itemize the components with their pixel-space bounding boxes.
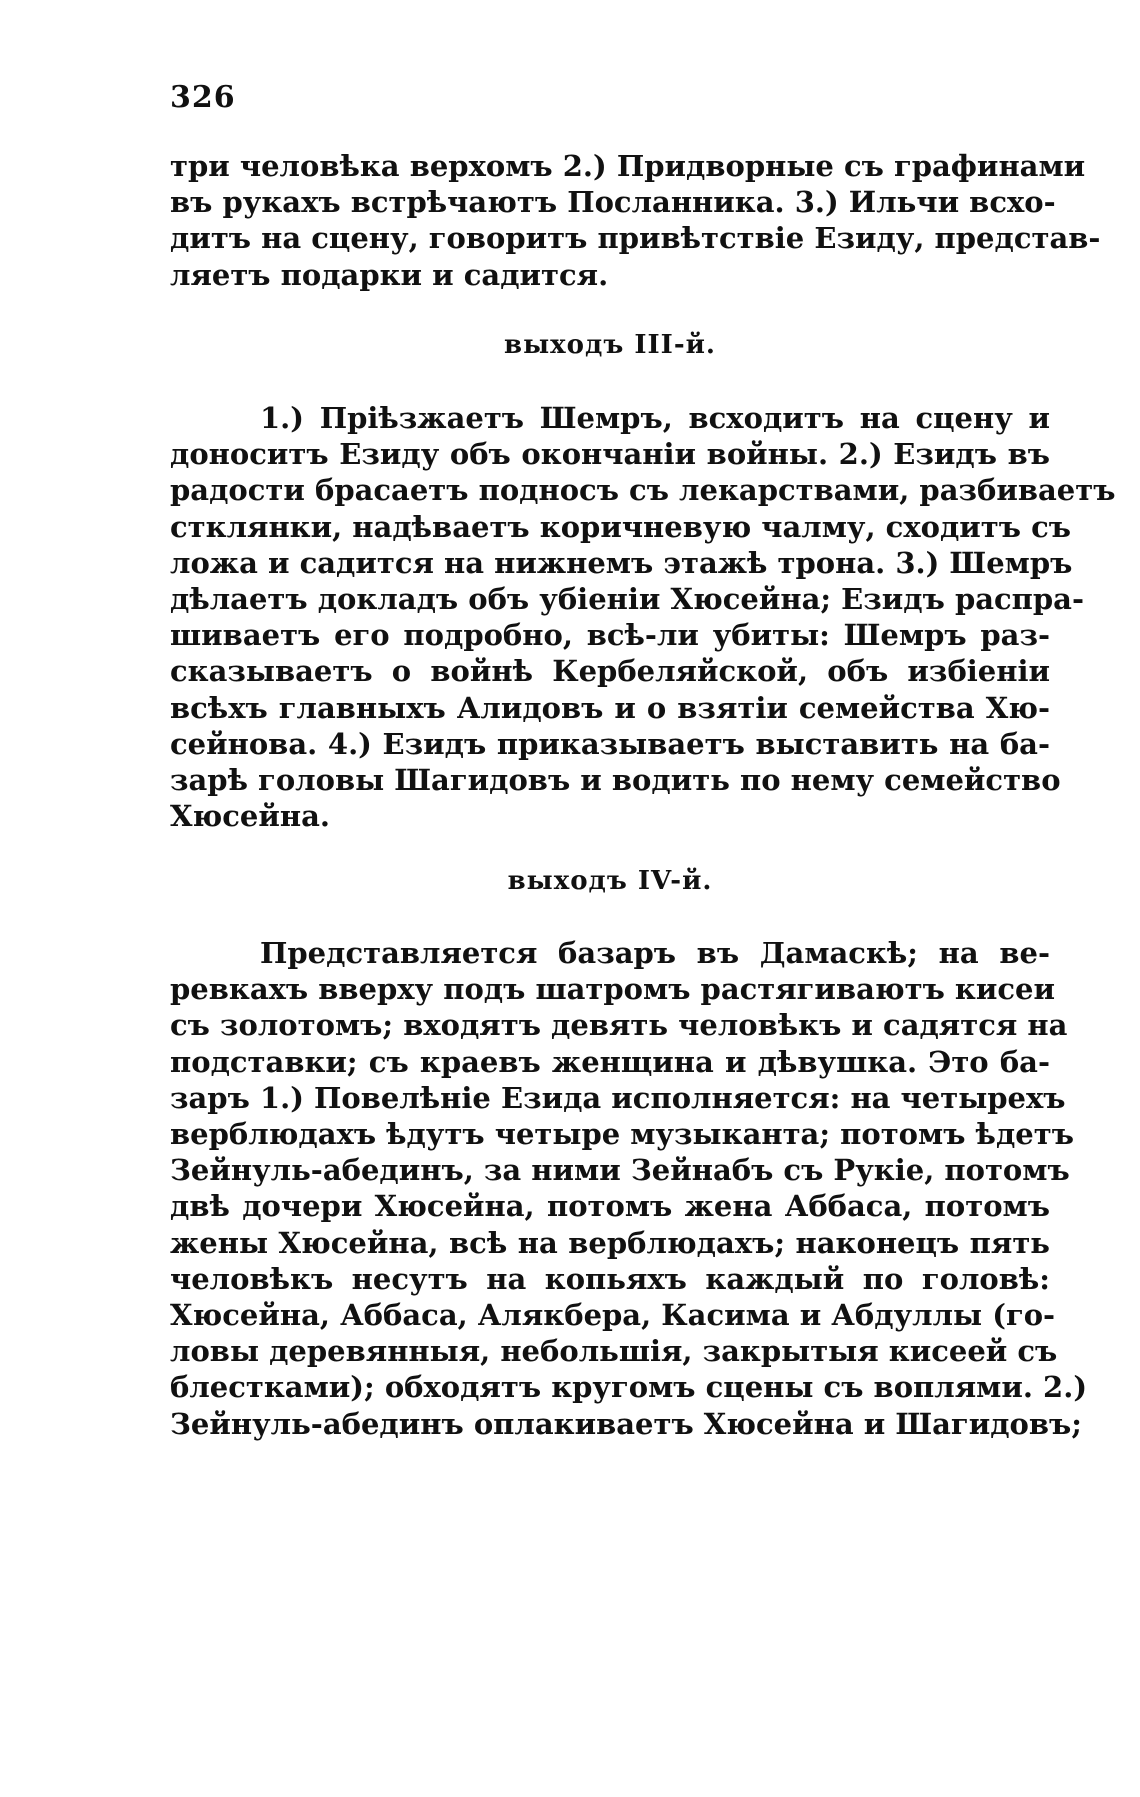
text-line: три человѣка верхомъ 2.) Придворные съ графинами <box>170 149 1086 183</box>
text-line: верблюдахъ ѣдутъ четыре музыканта; потомъ ѣдетъ <box>170 1117 1074 1152</box>
text-line: двѣ дочери Хюсейна, потомъ жена Аббаса, потомъ <box>170 1189 1050 1224</box>
text-line: съ золотомъ; входятъ девять человѣкъ и садятся на <box>170 1008 1068 1043</box>
text-line: ловы деревянныя, небольшія, закрытыя кисеей съ <box>170 1334 1058 1369</box>
page-number: 326 <box>170 80 236 115</box>
text-line: зарѣ головы Шагидовъ и водить по нему семейство <box>170 763 1061 798</box>
text-line: сказываетъ о войнѣ Кербеляйской, объ избіеніи <box>170 654 1050 689</box>
text-line: ревкахъ вверху подъ шатромъ растягиваютъ кисеи <box>170 972 1055 1007</box>
text-line: дѣлаетъ докладъ объ убіеніи Хюсейна; Езидъ распра- <box>170 582 1085 617</box>
text-line: Зейнуль-абединъ, за ними Зейнабъ съ Рукіе, потомъ <box>170 1153 1070 1188</box>
text-line: 1.) Пріѣзжаетъ Шемръ, всходитъ на сцену и <box>260 401 1050 435</box>
paragraph-1 <box>170 148 1101 293</box>
text-line: въ рукахъ встрѣчаютъ Посланника. 3.) Ильчи всхо- <box>170 185 1056 220</box>
text-line: Хюсейна. <box>170 799 330 834</box>
paragraph-3 <box>170 935 1088 1442</box>
text-line: стклянки, надѣваетъ коричневую чалму, сходитъ съ <box>170 509 1072 544</box>
text-line: радости брасаетъ подносъ съ лекарствами, разбиваетъ <box>170 473 1116 508</box>
section-heading-3: выходъ III-й. <box>504 330 716 360</box>
text-line: блестками); обходятъ кругомъ сцены съ воплями. 2.) <box>170 1370 1088 1405</box>
paragraph-2 <box>170 400 1116 834</box>
text-line: шиваетъ его подробно, всѣ-ли убиты: Шемръ раз- <box>170 618 1050 653</box>
text-line: дитъ на сцену, говоритъ привѣтствіе Езиду, представ- <box>170 221 1101 256</box>
text-line: Зейнуль-абединъ оплакиваетъ Хюсейна и Шагидовъ; <box>170 1406 1082 1441</box>
text-line: ляетъ подарки и садится. <box>170 257 609 292</box>
text-line: человѣкъ несутъ на копьяхъ каждый по головѣ: <box>170 1261 1050 1296</box>
section-heading-4: выходъ IV-й. <box>507 866 713 896</box>
text-line: жены Хюсейна, всѣ на верблюдахъ; наконецъ пять <box>170 1225 1050 1260</box>
text-line: доноситъ Езиду объ окончаніи войны. 2.) Езидъ въ <box>170 437 1050 472</box>
text-line: заръ 1.) Повелѣніе Езида исполняется: на четырехъ <box>170 1080 1066 1115</box>
text-line: ложа и садится на нижнемъ этажѣ трона. 3.) Шемръ <box>170 545 1073 580</box>
text-line: Представляется базаръ въ Дамаскѣ; на ве- <box>260 936 1050 970</box>
text-line: всѣхъ главныхъ Алидовъ и о взятіи семейства Хю- <box>170 690 1050 725</box>
text-line: подставки; съ краевъ женщина и дѣвушка. Это ба- <box>170 1044 1050 1079</box>
text-line: сейнова. 4.) Езидъ приказываетъ выставить на ба- <box>170 726 1050 761</box>
text-line: Хюсейна, Аббаса, Алякбера, Касима и Абдуллы (го- <box>170 1298 1056 1333</box>
